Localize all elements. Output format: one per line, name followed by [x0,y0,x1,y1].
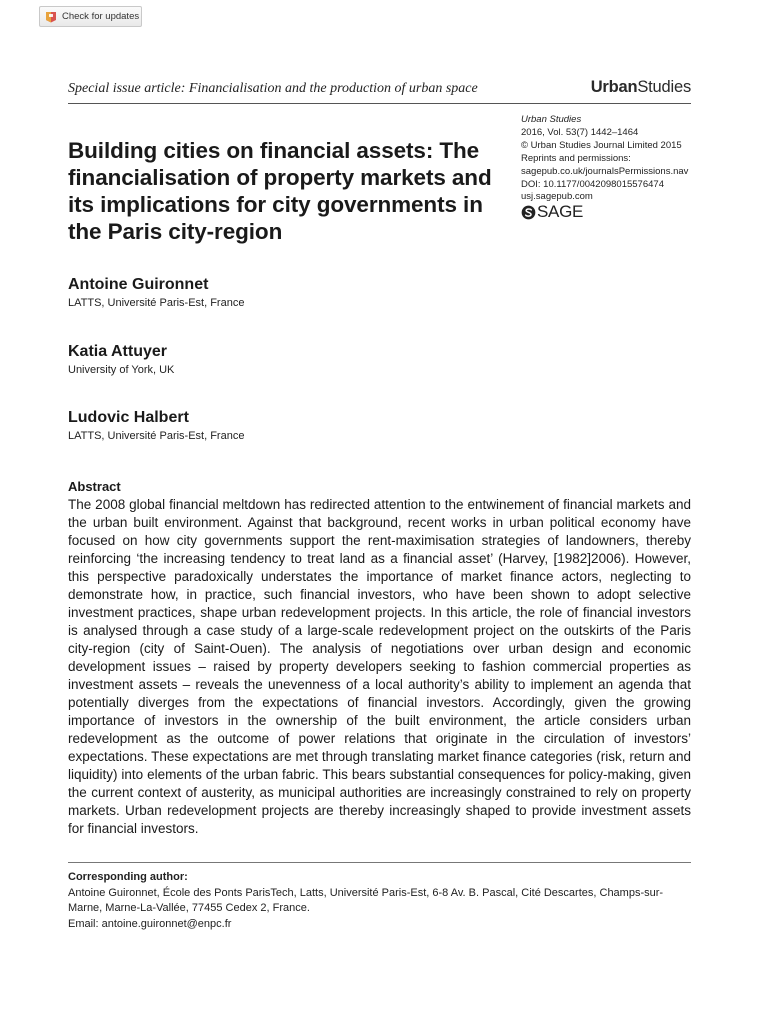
meta-doi[interactable]: DOI: 10.1177/0042098015576474 [521,178,664,190]
meta-volume: 2016, Vol. 53(7) 1442–1464 [521,126,639,138]
sage-logo [521,202,701,222]
corresponding-author-heading: Corresponding author: [68,871,188,883]
corresponding-author-email[interactable]: Email: antoine.guironnet@enpc.fr [68,917,232,930]
article-meta [521,114,701,220]
meta-reprints: Reprints and permissions: [521,152,631,164]
check-for-updates-label: Check for updates [62,11,140,22]
abstract-text: The 2008 global financial meltdown has redirected attention to the entwinement of financial markets and the urban built environment. Against that background, recent works in urban political economy have focused on how city governments support the rent-maximisation strategies of landowners, thereby reinforcing ‘the increasing tendency to treat land as a financial asset’ (Harvey, [1982]2006). However, this perspective paradoxically understates the importance of market finance actors, neglecting to demonstrate how, in practice, such financial investors, who have been shown to adopt selective investment practices, shape urban redevelopment projects. In this article, the role of financial investors is analysed through a case study of a large-scale redevelopment project on the outskirts of the Paris city-region (city of Saint-Ouen). The analysis of negotiations over urban design and economic development issues – raised by property developers seeking to fashion commercial properties as investment assets – reveals the unevenness of a local authority’s ability to implement an agenda that potentially diverges from the expectations of financial investors. Accordingly, given the growing importance of investors in the ownership of the built environment, the article considers urban redevelopment as the outcome of power relations that originate in the circulation of investors’ expectations. These expectations are met through translating market finance categories (risk, return and liquidity) into elements of the urban fabric. This bears substantial consequences for policy-making, given the current context of austerity, as municipal authorities are increasingly constrained to rely on property markets. Urban redevelopment projects are thereby increasingly shaped to provide investment assets for financial investors. [68,497,691,836]
footer-rule [68,862,691,863]
corresponding-author-address: Antoine Guironnet, École des Ponts ParisTech, Latts, Université Paris-Est, 6-8 Av. B. Pascal, Cité Descartes, Champs-sur-Marne, Marne-La-Vallée, 77455 Cedex 2, France. [68,886,664,914]
brand-bold: Urban [590,78,638,96]
corresponding-author [68,870,691,932]
article-title: Building cities on financial assets: The financialisation of property markets and its implications for city governments in the Paris city-region [68,138,492,244]
author-affiliation: LATTS, Université Paris-Est, France [68,297,245,309]
author-affiliation: University of York, UK [68,364,175,376]
author-block [68,343,174,376]
author-block [68,276,244,309]
author-name: Antoine Guironnet [68,276,209,293]
crossmark-icon [45,11,57,23]
meta-copyright: © Urban Studies Journal Limited 2015 [521,139,682,151]
author-name: Katia Attuyer [68,343,167,360]
abstract-heading: Abstract [68,479,121,494]
brand-light: Studies [637,78,691,96]
check-for-updates-button[interactable] [39,6,142,27]
author-block [68,409,244,442]
meta-permissions-link[interactable]: sagepub.co.uk/journalsPermissions.nav [521,165,689,177]
meta-journal: Urban Studies [521,114,582,125]
author-affiliation: LATTS, Université Paris-Est, France [68,430,245,442]
journal-header [68,78,691,97]
header-rule [68,103,691,104]
meta-site-link[interactable]: usj.sagepub.com [521,191,593,203]
sage-wordmark: SAGE [537,202,584,222]
author-name: Ludovic Halbert [68,409,189,426]
journal-brand [591,78,691,97]
sage-s-icon [521,205,536,220]
special-issue-label: Special issue article: Financialisation and the production of urban space [68,81,478,96]
